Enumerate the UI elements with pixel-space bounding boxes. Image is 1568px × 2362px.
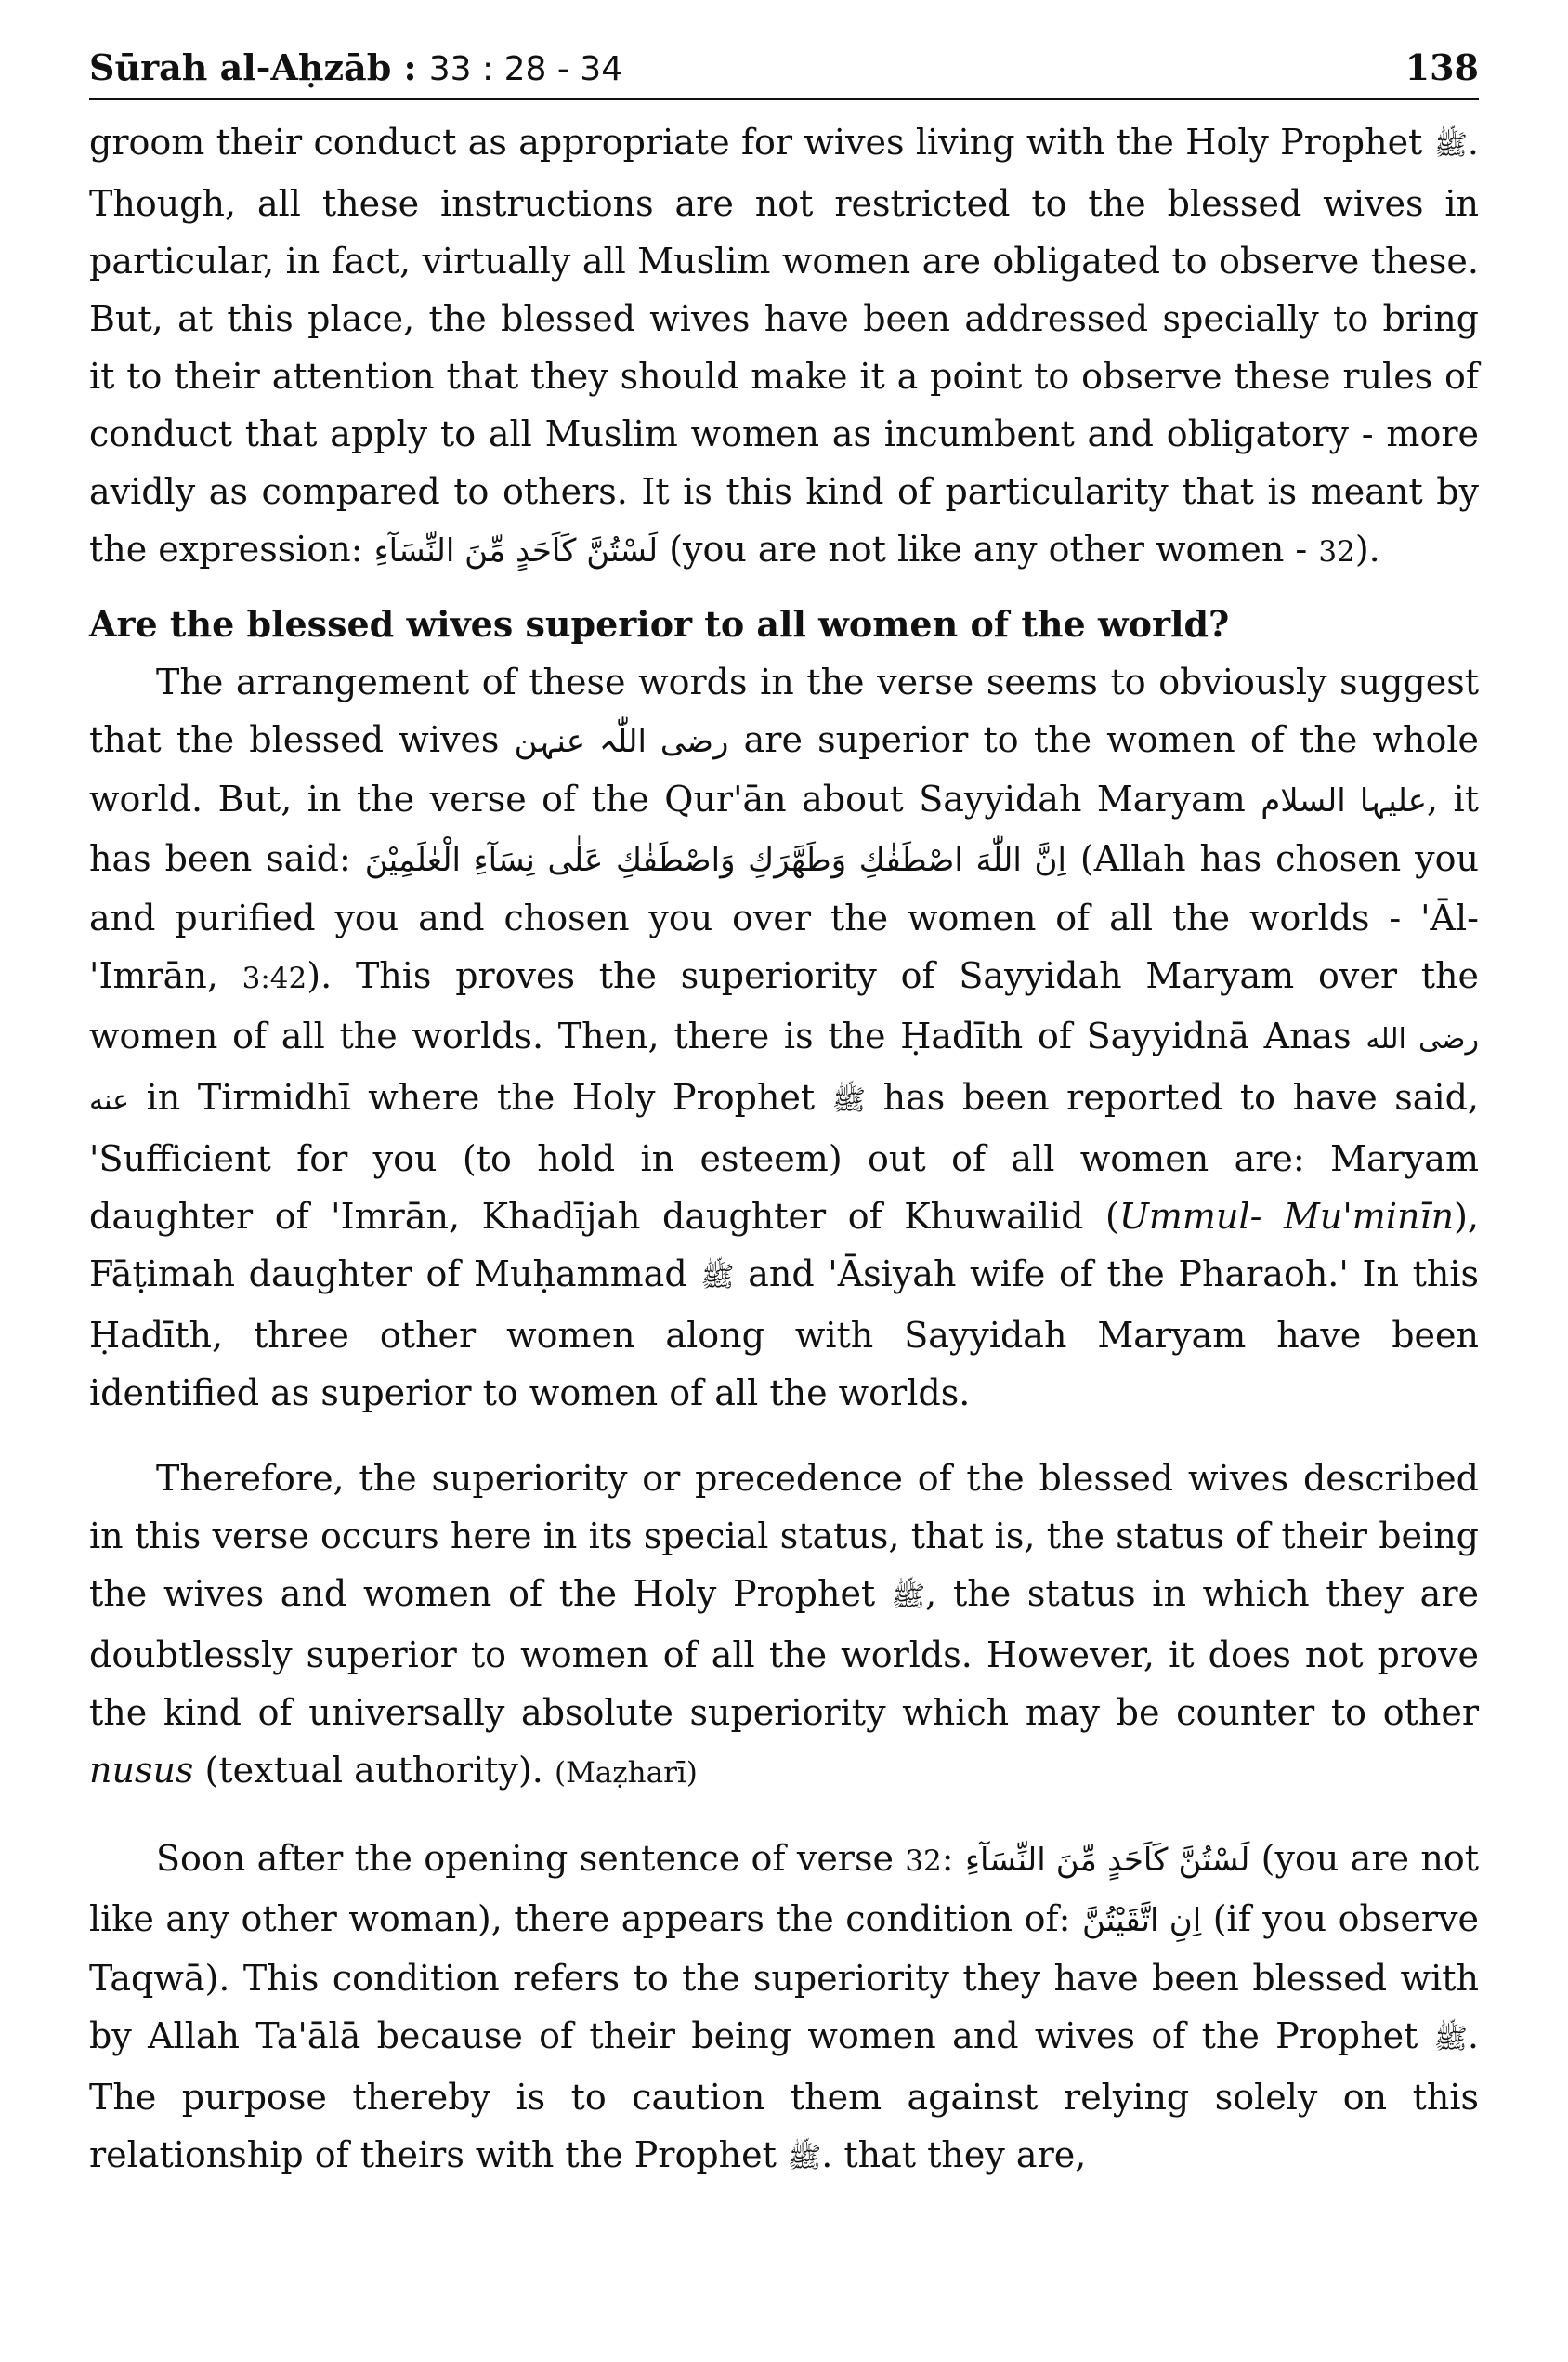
text: , the status in which they are doubtlessly superior to women of all the worlds. However, it does not prove the kind of universally absolute superiority which may be counter to other — [89, 1573, 1479, 1733]
text: The arrangement of these words in the verse seems to obviously suggest that the blessed wives — [89, 662, 1479, 760]
text: ), Fāṭimah daughter of Muḥammad — [89, 1196, 1479, 1294]
text: has been reported to have said, 'Sufficient for you (to hold in esteem) out of all women are: Maryam daughter of 'Imrān, Khadījah daughter of Khuwailid ( — [89, 1077, 1479, 1237]
verse-number: 32 — [1318, 535, 1355, 569]
text: (textual authority). — [193, 1750, 555, 1791]
verse-reference: 33 : 28 - 34 — [428, 50, 623, 88]
paragraph-4 — [89, 1830, 1479, 2187]
salutation-symbol: ﷺ — [831, 1084, 867, 1117]
surah-name: Sūrah al-Aḥzāb : — [89, 46, 417, 88]
text: in Tirmidhī where the Holy Prophet — [129, 1077, 832, 1118]
paragraph-2 — [89, 653, 1479, 1422]
salutation-symbol: ﷺ — [787, 2142, 822, 2174]
arabic-quote: لَسْتُنَّ كَاَحَدٍ مِّنَ النِّسَآءِ — [964, 1842, 1250, 1879]
text: Therefore, the superiority or precedence of the blessed wives described in this verse occurs here in its special status, that is, the status of their being the wives and women of the Holy Prophet — [89, 1458, 1479, 1614]
arabic-honorific: علیہا السلام — [1261, 782, 1428, 820]
arabic-quote: اِنِ اتَّقَيْتُنَّ — [1081, 1902, 1202, 1939]
running-header — [89, 46, 1479, 100]
italic-term: nusus — [89, 1750, 194, 1791]
text: are superior to the women of the whole world. But, in the verse of the Qur'ān about Sayyidah Maryam — [89, 719, 1479, 820]
salutation-symbol: ﷺ — [700, 1261, 735, 1293]
salutation-symbol: رضی الله عنه — [89, 1023, 1479, 1117]
chapter-title — [89, 46, 622, 88]
text: (you are not like any other woman), there appears the condition of: — [89, 1838, 1479, 1939]
arabic-quote: اِنَّ اللّٰهَ اصْطَفٰكِ وَطَهَّرَكِ وَاصْطَفٰكِ عَلٰى نِسَآءِ الْعٰلَمِيْنَ — [364, 842, 1066, 879]
paragraph-1 — [89, 113, 1479, 581]
salutation-symbol: ﷺ — [1433, 2023, 1468, 2055]
book-page — [89, 46, 1479, 2187]
text: (Allah has chosen you and purified you and chosen you over the women of all the worlds - 'Āl-'Imrān, — [89, 838, 1479, 996]
arabic-quote: لَسْتُنَّ كَاَحَدٍ مِّنَ النِّسَآءِ — [373, 532, 659, 570]
text: (you are not like any other women - — [658, 529, 1319, 570]
text: groom their conduct as appropriate for wives living with the Holy Prophet — [89, 122, 1434, 163]
text: ). — [1354, 529, 1380, 570]
italic-term: Ummul- Mu'minīn — [1118, 1196, 1455, 1237]
verse-number: 3:42 — [242, 962, 307, 995]
text: : — [941, 1838, 965, 1879]
text: Soon after the opening sentence of verse — [156, 1838, 906, 1879]
arabic-honorific: رضی اللّٰہ عنہن — [514, 723, 729, 760]
page-number: 138 — [1405, 46, 1479, 88]
text: ). This proves the superiority of Sayyidah Maryam over the women of all the worlds. Then, there is the Ḥadīth of Sayyidnā Anas — [89, 955, 1479, 1056]
paragraph-3 — [89, 1450, 1479, 1802]
text: , it has been said: — [89, 779, 1479, 879]
source-citation: (Maẓharī) — [554, 1756, 698, 1790]
text: . The purpose thereby is to caution them against relying solely on this relationship of theirs with the Prophet — [89, 2015, 1479, 2175]
salutation-symbol: ﷺ — [891, 1581, 926, 1613]
verse-number: 32 — [905, 1844, 942, 1878]
text: . that they are, — [821, 2134, 1087, 2175]
salutation-symbol: ﷺ — [1433, 129, 1468, 162]
text: . Though, all these instructions are not restricted to the blessed wives in particular, in fact, virtually all Muslim women are obligated to observe these. But, at this place, the blessed wives have been addressed specially to bring it to their attention that they should make it a point to observe these rules of conduct that apply to all Muslim women as incumbent and obligatory - more avidly as compared to others. It is this kind of particularity that is meant by the expression: — [89, 122, 1479, 570]
text: and 'Āsiyah wife of the Pharaoh.' In this Ḥadīth, three other women along with Sayyidah Maryam have been identified as superior to women of all the worlds. — [89, 1253, 1479, 1413]
text: (if you observe Taqwā). This condition refers to the superiority they have been blessed with by Allah Ta'ālā because of their being women and wives of the Prophet — [89, 1898, 1479, 2056]
section-heading: Are the blessed wives superior to all women of the world? — [89, 603, 1230, 645]
